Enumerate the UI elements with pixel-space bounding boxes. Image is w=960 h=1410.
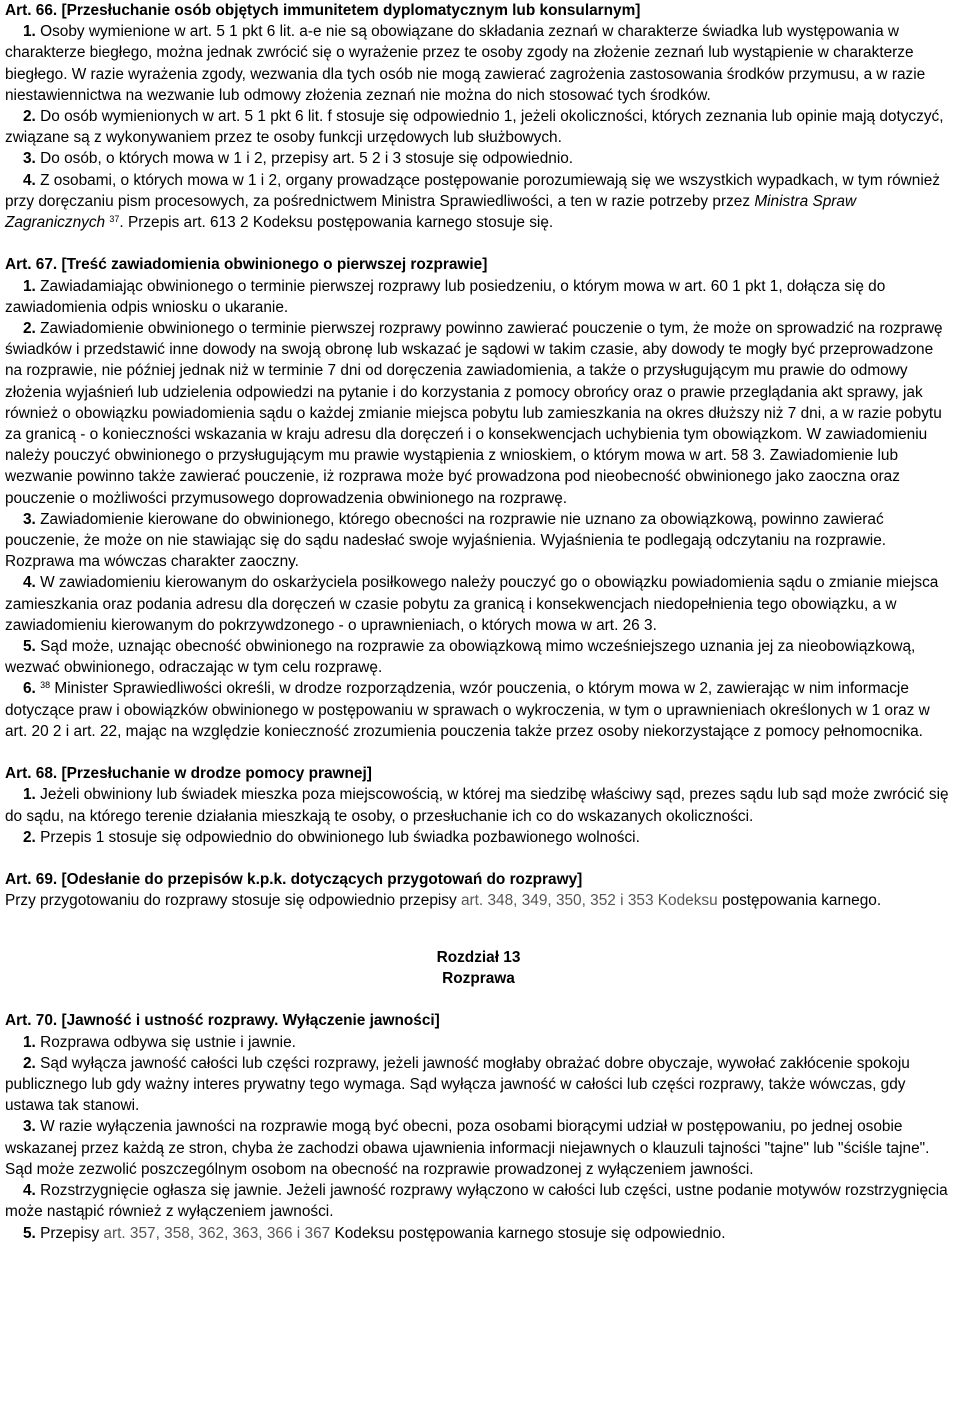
paragraph-text: W razie wyłączenia jawności na rozprawie mogą być obecni, poza osobami biorącymi udział w postępowaniu, po jednej osobie wskazanej przez każdą ze stron, chyba że zachodzi obawa ujawnienia informacji niejawnych o klauzuli tajności "tajne" lub "ściśle tajne". Sąd może zezwolić poszczególnym osobom na obecność na rozprawie prowadzonej z wyłączeniem jawności. — [5, 1118, 930, 1178]
spacer — [5, 233, 952, 254]
paragraph — [5, 106, 952, 148]
chapter-title: Rozprawa — [442, 970, 515, 988]
paragraph-text: Kodeksu postępowania karnego stosuje się odpowiednio. — [330, 1224, 726, 1242]
legal-reference[interactable]: art. 357, 358, 362, 363, 366 i 367 — [103, 1224, 331, 1242]
paragraph — [5, 1116, 952, 1180]
paragraph — [5, 276, 952, 318]
paragraph — [5, 827, 952, 848]
article-69 — [5, 869, 952, 911]
italic-text: Ministra Spraw Zagranicznych — [5, 192, 857, 232]
paragraph-text: Jeżeli obwiniony lub świadek mieszka poza miejscowością, w której ma siedzibę właściwy sąd, prezes sądu lub sąd może zwrócić się do sądu, na którego terenie działania mieszkają te osoby, o przesłuchanie ich co do wskazanych okoliczności. — [5, 786, 949, 825]
spacer — [5, 989, 952, 1010]
paragraph-text: Z osobami, o których mowa w 1 i 2, organy prowadzące postępowanie porozumiewają się we wszystkich wypadkach, w tym również przy doręczaniu pism procesowych, za pośrednictwem Ministra Sprawiedliwości, a ten w razie potrzeby przez — [5, 171, 941, 210]
paragraph-number: 3. — [23, 1118, 36, 1136]
paragraph — [5, 509, 952, 573]
paragraph-text: Sąd może, uznając obecność obwinionego na rozprawie za obowiązkową mimo wcześniejszego uznania jej za nieobowiązkową, wezwać obwinionego, odraczając w tym celu rozprawę. — [5, 638, 916, 677]
paragraph-text: W zawiadomieniu kierowanym do oskarżyciela posiłkowego należy pouczyć go o obowiązku powiadomienia sądu o zmianie miejsca zamieszkania oraz podania adresu dla doręczeń w czasie pobytu za granicą i konsekwencjach niedopełnienia tego obowiązku, a w zawiadomieniu kierowanym do pokrzywdzonego - o uprawnieniach, o których mowa w art. 26 3. — [5, 574, 939, 634]
paragraph-text: Sąd wyłącza jawność całości lub części rozprawy, jeżeli jawność mogłaby obrażać dobre obyczaje, wywołać zakłócenie spokoju publicznego lub gdy ważny interes prywatny tego wymaga. Sąd wyłącza jawność w całości lub części rozprawy, także wówczas, gdy ustawa tak stanowi. — [5, 1054, 910, 1115]
paragraph-number: 3. — [23, 150, 36, 168]
article-heading: Art. 69. [Odesłanie do przepisów k.p.k. dotyczących przygotowań do rozprawy] — [5, 871, 583, 889]
paragraph-text: Rozstrzygnięcie ogłasza się jawnie. Jeżeli jawność rozprawy wyłączono w całości lub części, ustne podanie motywów rozstrzygnięcia może nastąpić również z wyłączeniem jawności. — [5, 1182, 948, 1221]
article-heading: Art. 67. [Treść zawiadomienia obwinionego o pierwszej rozprawie] — [5, 256, 488, 274]
article-66 — [5, 0, 952, 233]
paragraph-text: Do osób wymienionych w art. 5 1 pkt 6 lit. f stosuje się odpowiednio 1, jeżeli okoliczności, których zeznania lub opinie mają dotyczyć, związane są z wykonywaniem przez te osoby funkcji urzędowych lub służbowych. — [5, 108, 944, 147]
paragraph — [5, 1223, 952, 1244]
paragraph — [5, 890, 952, 911]
paragraph — [5, 170, 952, 234]
paragraph-text: . Przepis art. 613 2 Kodeksu postępowania karnego stosuje się. — [119, 214, 554, 232]
paragraph — [5, 1032, 952, 1053]
paragraph-number: 4. — [23, 1182, 36, 1200]
spacer — [5, 912, 952, 933]
paragraph-number: 4. — [23, 171, 36, 189]
paragraph-number: 1. — [23, 1033, 36, 1051]
paragraph-text: Zawiadomienie obwinionego o terminie pierwszej rozprawy powinno zawierać pouczenie o tym, że może on sprowadzić na rozprawę świadków i przedstawić inne dowody na swoją obronę lub wskazać je sądowi w takim czasie, aby dowody te mogły być przeprowadzone na rozprawie, nie później jednak niż w terminie 7 dni od doręczenia zawiadomienia, a także o przysługującym mu prawie do odmowy złożenia wyjaśnień lub udzielenia odpowiedzi na pytanie i do korzystania z pomocy obrońcy oraz o prawie przeglądania akt sprawy, jak również o obowiązku powiadomienia sądu o każdej zmianie miejsca pobytu lub zamieszkania na okres dłuższy niż 7 dni, a w razie pobytu za granicą - o konieczności wskazania w kraju adresu dla doręczeń i o konsekwencjach uchybienia tym obowiązkom. W zawiadomieniu należy pouczyć obwinionego o przysługującym mu prawie wystąpienia z wnioskiem, o którym mowa w art. 58 3. Zawiadomienie lub wezwanie powinno także zawierać pouczenie, iż rozprawa może być prowadzona pod nieobecność obwinionego jako zaoczna oraz pouczenie o możliwości przymusowego doprowadzenia obwinionego na rozprawę. — [5, 320, 943, 507]
paragraph-text: postępowania karnego. — [717, 892, 882, 910]
paragraph-text: Zawiadamiając obwinionego o terminie pierwszej rozprawy lub posiedzeniu, o którym mowa w art. 60 1 pkt 1, dołącza się do zawiadomienia odpis wniosku o ukaranie. — [5, 277, 886, 316]
paragraph-text: Rozprawa odbywa się ustnie i jawnie. — [35, 1033, 296, 1051]
chapter-heading — [5, 947, 952, 989]
paragraph — [5, 148, 952, 169]
paragraph-text: Do osób, o których mowa w 1 i 2, przepisy art. 5 2 i 3 stosuje się odpowiednio. — [35, 150, 574, 168]
footnote-marker[interactable]: 37 — [109, 214, 120, 225]
paragraph-text: Osoby wymienione w art. 5 1 pkt 6 lit. a-e nie są obowiązane do składania zeznań w charakterze świadka lub występowania w charakterze biegłego, można jednak zwrócić się o wyrażenie przez te osoby zgody na złożenie zeznań lub wystąpienie w charakterze biegłego. W razie wyrażenia zgody, wezwania dla tych osób nie mogą zawierać zagrożenia zastosowania środków przymusu, a w razie niestawiennictwa na wezwanie lub odmowy złożenia zeznań nie można do nich stosować tych środków. — [5, 23, 926, 104]
paragraph — [5, 21, 952, 106]
paragraph-number: 1. — [23, 277, 36, 295]
paragraph-text: Przepis 1 stosuje się odpowiednio do obwinionego lub świadka pozbawionego wolności. — [35, 828, 640, 846]
paragraph-text: Przepisy — [35, 1224, 104, 1242]
paragraph — [5, 318, 952, 509]
paragraph-number: 6. — [23, 680, 36, 698]
spacer — [5, 848, 952, 869]
paragraph-text: Przy przygotowaniu do rozprawy stosuje się odpowiednio przepisy — [5, 892, 461, 910]
paragraph-number: 3. — [23, 510, 36, 528]
paragraph — [5, 678, 952, 742]
paragraph-number: 4. — [23, 574, 36, 592]
paragraph-number: 5. — [23, 1224, 36, 1242]
article-heading: Art. 68. [Przesłuchanie w drodze pomocy prawnej] — [5, 765, 372, 783]
paragraph-number: 5. — [23, 638, 36, 656]
paragraph-text: Zawiadomienie kierowane do obwinionego, którego obecności na rozprawie nie uznano za obowiązkową, powinno zawierać pouczenie, że może on nie stawiając się do sądu nadesłać swoje wyjaśnienia. Wyjaśnienia te podlegają odczytaniu na rozprawie. Rozprawa ma wówczas charakter zaoczny. — [5, 510, 887, 571]
article-70 — [5, 1010, 952, 1243]
paragraph-number: 1. — [23, 23, 36, 41]
paragraph — [5, 1053, 952, 1117]
article-heading: Art. 66. [Przesłuchanie osób objętych immunitetem dyplomatycznym lub konsularnym] — [5, 2, 641, 19]
spacer — [5, 933, 952, 947]
paragraph-number: 1. — [23, 786, 36, 804]
paragraph-number: 2. — [23, 108, 36, 126]
paragraph — [5, 784, 952, 826]
paragraph — [5, 1180, 952, 1222]
article-heading: Art. 70. [Jawność i ustność rozprawy. Wyłączenie jawności] — [5, 1012, 440, 1030]
paragraph-text: Minister Sprawiedliwości określi, w drodze rozporządzenia, wzór pouczenia, o którym mowa w 2, zawierając w nim informacje dotyczące praw i obowiązków obwinionego w postępowaniu w sprawach o wykroczenia, w tym o uprawnieniach określonych w 1 oraz w art. 20 2 i art. 22, mając na względzie konieczność zrozumienia pouczenia także przez osoby niekorzystające z pomocy pełnomocnika. — [5, 680, 930, 740]
paragraph — [5, 636, 952, 678]
footnote-marker[interactable]: 38 — [40, 680, 51, 691]
article-68 — [5, 763, 952, 848]
chapter-number: Rozdział 13 — [436, 948, 521, 966]
paragraph — [5, 572, 952, 636]
paragraph-number: 2. — [23, 320, 36, 338]
article-67 — [5, 254, 952, 742]
legal-reference[interactable]: art. 348, 349, 350, 352 i 353 Kodeksu — [460, 892, 718, 910]
spacer — [5, 742, 952, 763]
paragraph-number: 2. — [23, 828, 36, 846]
paragraph-number: 2. — [23, 1054, 36, 1072]
